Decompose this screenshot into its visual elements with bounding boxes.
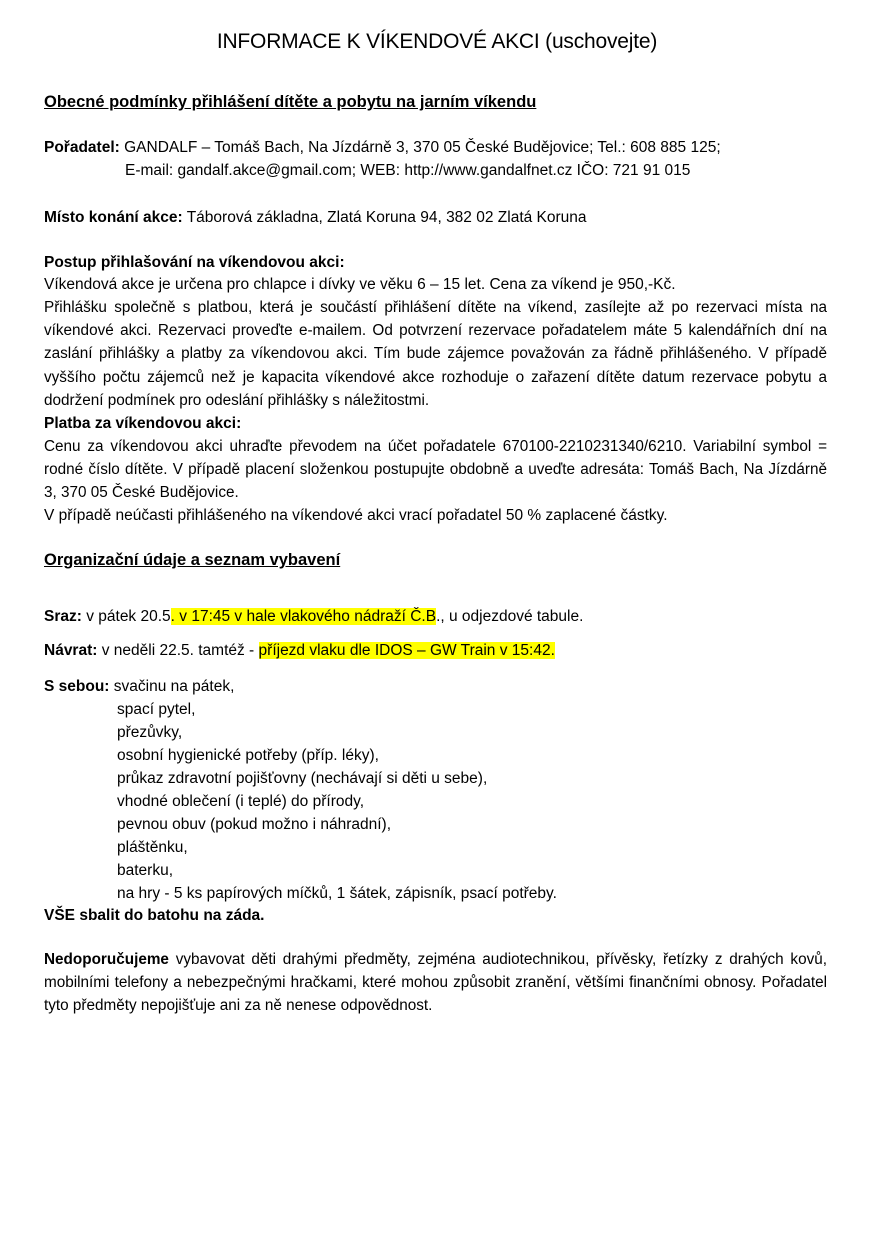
venue-label: Místo konání akce: (44, 209, 183, 226)
meet-highlight: . v 17:45 v hale vlakového nádraží Č.B (170, 608, 437, 625)
return-text: v neděli 22.5. tamtéž - (97, 642, 259, 659)
warning-text: vybavovat děti drahými předměty, zejména audiotechnikou, přívěsky, řetízky z drahých kovů, mobilními telefony a nebezpečnými hračkami, které mohou způsobit zranění, většími finančními obnosy. Pořadatel tyto předměty nepojišťuje ani za ně nenese odpovědnost. (44, 951, 827, 1015)
bring-line (44, 675, 234, 698)
registration-intro: Víkendová akce je určena pro chlapce i dívky ve věku 6 – 15 let. Cena za víkend je 950,-Kč. (44, 276, 676, 293)
organizer-label: Pořadatel: (44, 139, 120, 156)
bring-list (117, 698, 557, 905)
meet-text: v pátek 20.5 (81, 608, 171, 625)
return-label: Návrat: (44, 642, 98, 659)
organizer-value: GANDALF – Tomáš Bach, Na Jízdárně 3, 370 05 České Budějovice; Tel.: 608 885 125; (119, 139, 721, 156)
pack-note: VŠE sbalit do batohu na záda. (44, 907, 265, 924)
venue-value: Táborová základna, Zlatá Koruna 94, 382 02 Zlatá Koruna (182, 209, 587, 226)
meet-label: Sraz: (44, 608, 82, 625)
bring-item: baterku, (117, 862, 174, 879)
registration-heading: Postup přihlašování na víkendovou akci: (44, 254, 345, 271)
organizer-line-1 (44, 136, 721, 159)
return-line (44, 639, 555, 662)
meet-line (44, 605, 583, 628)
organizer-line-2: E-mail: gandalf.akce@gmail.com; WEB: http://www.gandalfnet.cz IČO: 721 91 015 (125, 162, 691, 179)
document-title: INFORMACE K VÍKENDOVÉ AKCI (uschovejte) (216, 30, 658, 53)
payment-heading: Platba za víkendovou akci: (44, 415, 242, 432)
refund-line: V případě neúčasti přihlášeného na víkendové akci vrací pořadatel 50 % zaplacené částky. (44, 507, 668, 524)
payment-paragraph: Cenu za víkendovou akci uhraďte převodem na účet pořadatele 670100-2210231340/6210. Variabilní symbol = rodné číslo dítěte. V případě placení složenkou postupujte obdobně a uveďte adresáta: Tomáš Bach, Na Jízdárně 3, 370 05 České Budějovice. (44, 438, 827, 502)
bring-item: pevnou obuv (pokud možno i náhradní), (117, 816, 392, 833)
warning-label: Nedoporučujeme (44, 951, 169, 968)
bring-item: vhodné oblečení (i teplé) do přírody, (117, 793, 365, 810)
return-highlight: příjezd vlaku dle IDOS – GW Train v 15:42. (258, 642, 555, 659)
bring-label: S sebou: (44, 678, 110, 695)
bring-item: průkaz zdravotní pojišťovny (nechávají si děti u sebe), (117, 770, 488, 787)
meet-rest: ., u odjezdové tabule. (436, 608, 584, 625)
warning-paragraph (44, 948, 827, 1018)
venue-line (44, 206, 587, 229)
bring-item: spací pytel, (117, 701, 196, 718)
bring-item: svačinu na pátek, (113, 678, 235, 695)
section-organization-heading: Organizační údaje a seznam vybavení (44, 551, 341, 569)
bring-item: osobní hygienické potřeby (příp. léky), (117, 747, 379, 764)
section-general-heading: Obecné podmínky přihlášení dítěte a pobytu na jarním víkendu (44, 93, 537, 111)
bring-item: na hry - 5 ks papírových míčků, 1 šátek, zápisník, psací potřeby. (117, 885, 557, 902)
bring-item: přezůvky, (117, 724, 183, 741)
bring-item: pláštěnku, (117, 839, 188, 856)
registration-paragraph: Přihlášku společně s platbou, která je součástí přihlášení dítěte na víkend, zasílejte až po rezervaci místa na víkendové akci. Rezervaci proveďte e-mailem. Od potvrzení rezervace pořadatelem máte 5 kalendářních dní na zaslání přihlášky a platby za víkendovou akci. Tím bude zájemce považován za řádně přihlášeného. V případě vyššího počtu zájemců než je kapacita víkendové akce rozhoduje o zařazení dítěte datum rezervace pobytu a dodržení podmínek pro odeslání přihlášky s náležitostmi. (44, 299, 827, 409)
